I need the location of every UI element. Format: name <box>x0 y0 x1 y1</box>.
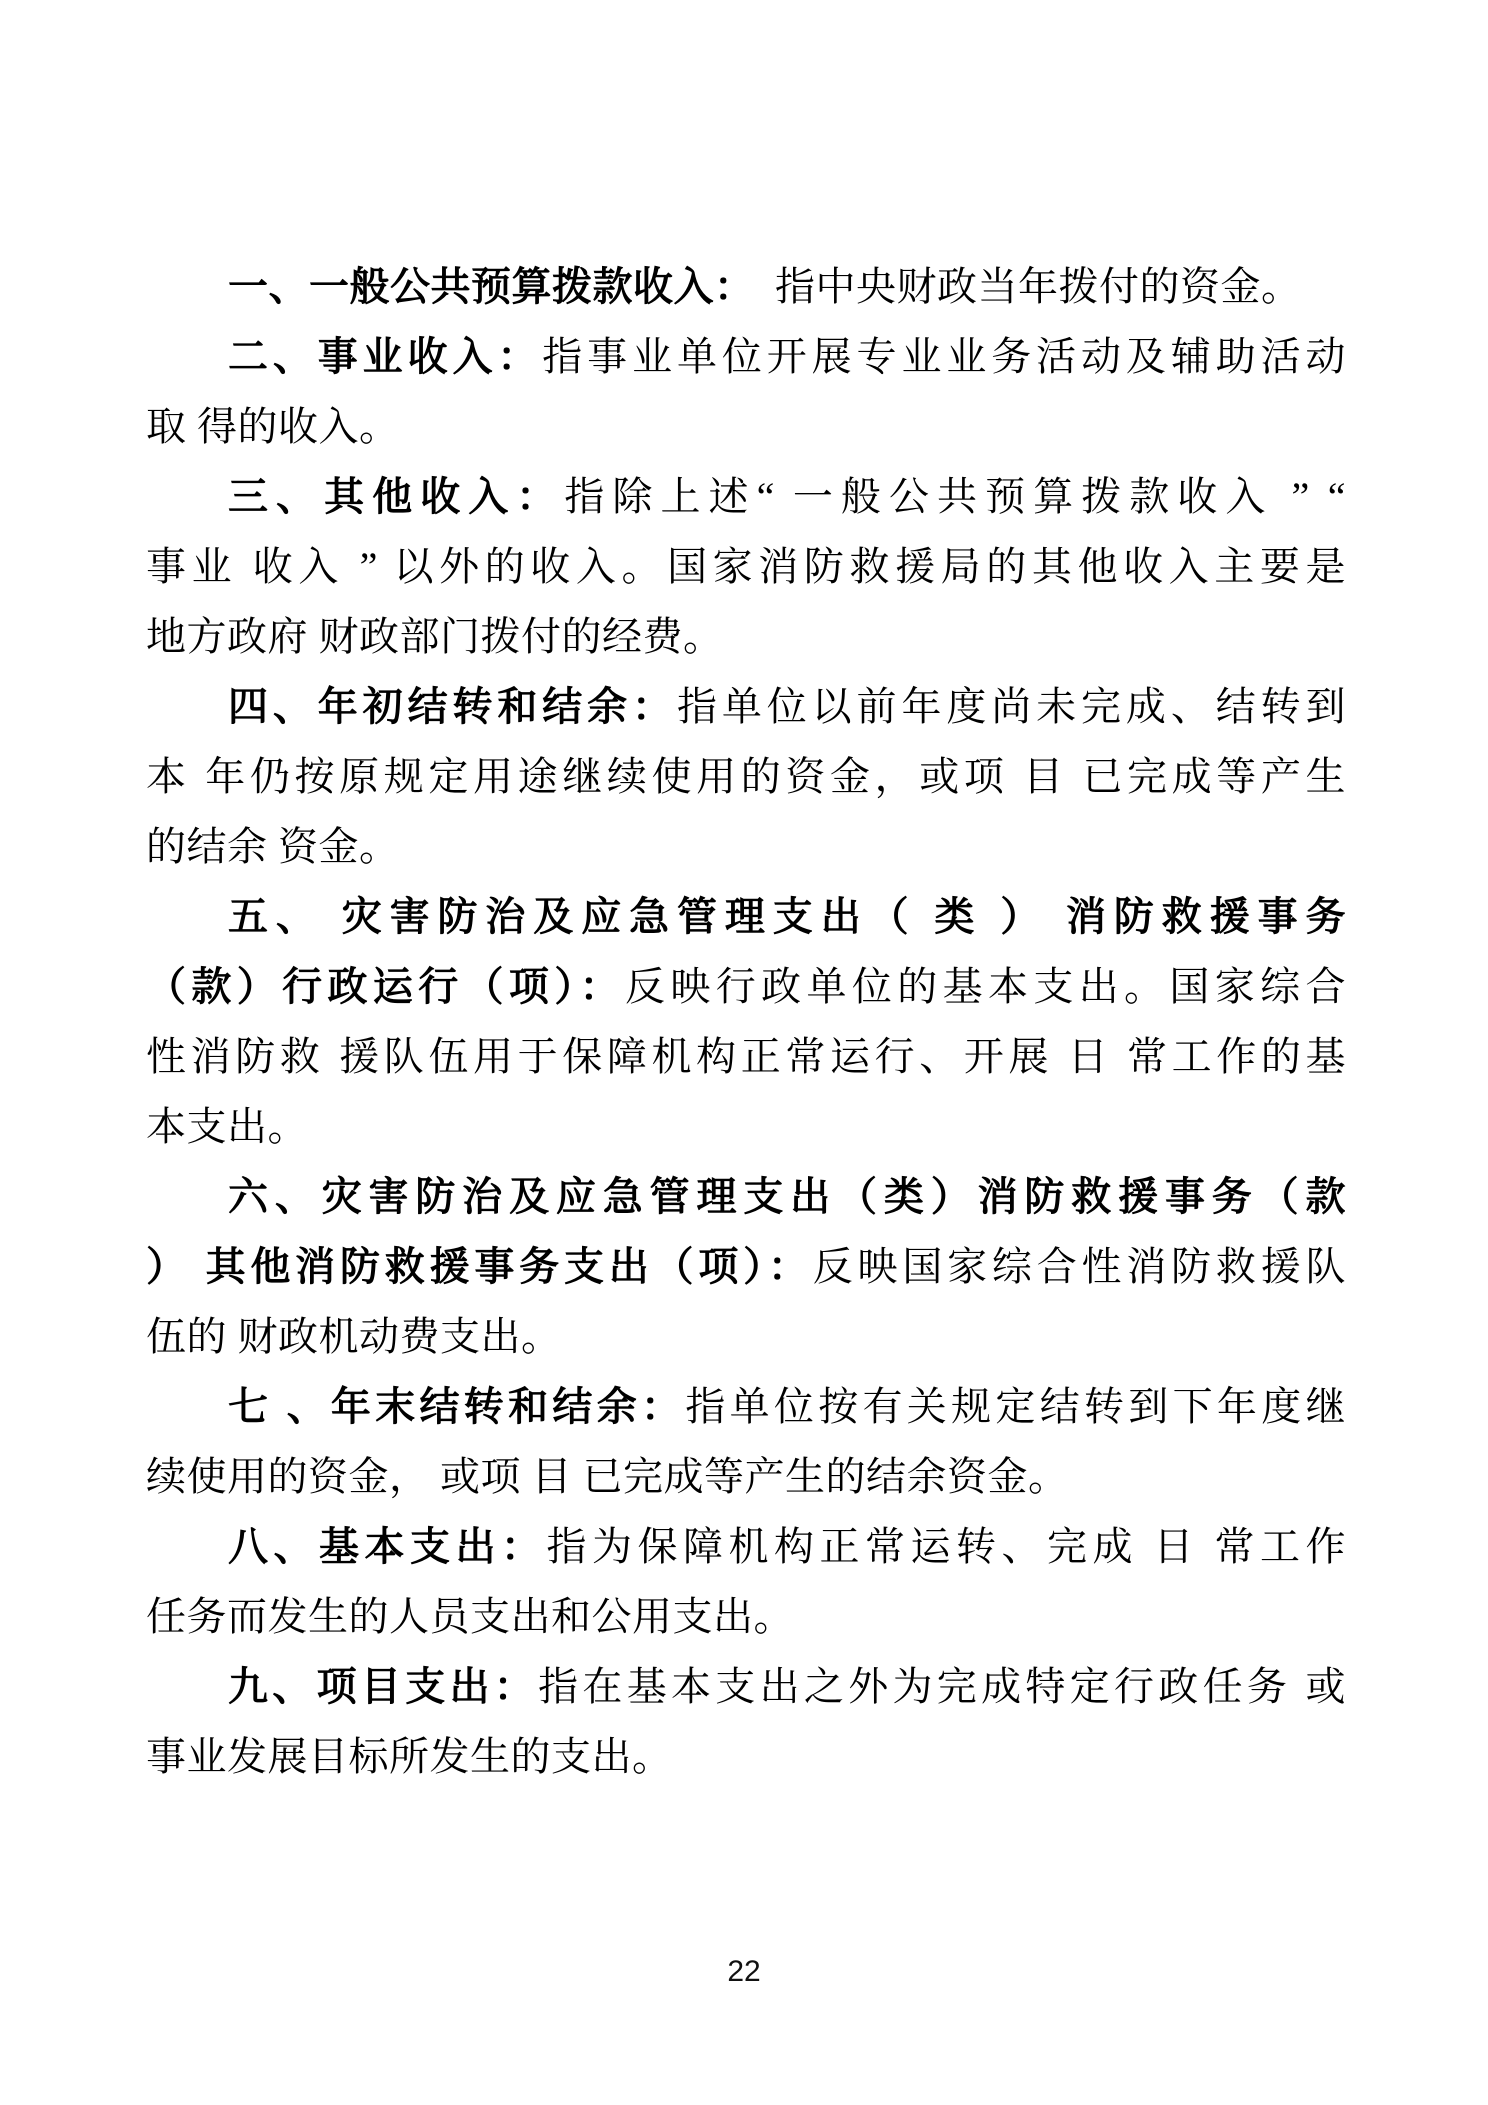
term-bold-run: 一、一般公共预算拨款收入： <box>228 264 735 309</box>
text-run: 指除上述“ 一般公共预算拨款收入 ” “ <box>564 474 1347 519</box>
page-number: 22 <box>727 1955 761 1988</box>
paragraph-8 <box>146 1512 1346 1652</box>
text-run: 取 得的收入。 <box>146 404 400 449</box>
term-bold-run: （款）行政运行（项）： <box>146 964 626 1009</box>
text-line <box>146 392 1346 462</box>
term-bold-run: 七 、年末结转和结余： <box>228 1384 686 1429</box>
text-run: 续使用的资金， 或项 目 已完成等产生的结余资金。 <box>146 1454 1069 1499</box>
paragraph-3 <box>146 462 1346 672</box>
text-run: 事业 收入 ” 以外的收入。国家消防救援局的其他收入主要是 <box>146 544 1346 589</box>
text-run: 反映国家综合性消防救援队 <box>812 1244 1347 1289</box>
paragraph-6 <box>146 1162 1346 1372</box>
text-line <box>146 1092 1346 1162</box>
text-line <box>146 812 1346 882</box>
text-run: 指中央财政当年拨付的资金。 <box>734 264 1302 309</box>
text-line <box>146 602 1346 672</box>
text-run: 地方政府 财政部门拨付的经费。 <box>146 614 724 659</box>
text-run: 指在基本支出之外为完成特定行政任务 或 <box>538 1664 1347 1709</box>
text-line <box>146 1162 1346 1232</box>
text-line <box>146 322 1346 392</box>
term-bold-run: 二、事业收入： <box>228 334 543 379</box>
text-line <box>146 1022 1346 1092</box>
text-line <box>146 952 1346 1022</box>
term-bold-run: 八、基本支出： <box>228 1524 547 1569</box>
text-run: 指单位按有关规定结转到下年度继 <box>685 1384 1347 1429</box>
term-bold-run: 四、年初结转和结余： <box>228 684 677 729</box>
paragraph-7 <box>146 1372 1346 1512</box>
paragraph-2 <box>146 322 1346 462</box>
text-run: 事业发展目标所发生的支出。 <box>146 1734 673 1779</box>
paragraph-1 <box>146 252 1346 322</box>
text-line <box>146 1302 1346 1372</box>
text-run: 任务而发生的人员支出和公用支出。 <box>146 1594 794 1639</box>
text-run: 伍的 财政机动费支出。 <box>146 1314 562 1359</box>
paragraph-5 <box>146 882 1346 1162</box>
text-run: 本支出。 <box>146 1104 308 1149</box>
term-bold-run: ） 其他消防救援事务支出（项）： <box>146 1244 813 1289</box>
text-line <box>146 252 1346 322</box>
text-run: 性消防救 援队伍用于保障机构正常运行、开展 日 常工作的基 <box>146 1034 1346 1079</box>
text-run: 指为保障机构正常运转、完成 日 常工作 <box>546 1524 1346 1569</box>
paragraph-4 <box>146 672 1346 882</box>
text-run: 的结余 资金。 <box>146 824 400 869</box>
text-line <box>146 1372 1346 1442</box>
text-line <box>146 1652 1346 1722</box>
text-run: 指事业单位开展专业业务活动及辅助活动 <box>542 334 1347 379</box>
text-line <box>146 672 1346 742</box>
document-body <box>146 252 1346 1792</box>
text-line <box>146 1582 1346 1652</box>
term-bold-run: 九、项目支出： <box>228 1664 539 1709</box>
text-line <box>146 462 1346 532</box>
text-line <box>146 1512 1346 1582</box>
text-run: 指单位以前年度尚未完成、结转到 <box>676 684 1347 729</box>
term-bold-run: 六、灾害防治及应急管理支出（类）消防救援事务（款 <box>228 1174 1346 1219</box>
term-bold-run: 三、其他收入： <box>228 474 565 519</box>
text-run: 本 年仍按原规定用途继续使用的资金，或项 目 已完成等产生 <box>146 754 1346 799</box>
text-line <box>146 882 1346 952</box>
text-run: 反映行政单位的基本支出。国家综合 <box>625 964 1347 1009</box>
term-bold-run: 五、 灾害防治及应急管理支出（ 类 ） 消防救援事务 <box>228 894 1346 939</box>
text-line <box>146 1722 1346 1792</box>
text-line <box>146 1232 1346 1302</box>
text-line <box>146 742 1346 812</box>
text-line <box>146 532 1346 602</box>
paragraph-9 <box>146 1652 1346 1792</box>
text-line <box>146 1442 1346 1512</box>
